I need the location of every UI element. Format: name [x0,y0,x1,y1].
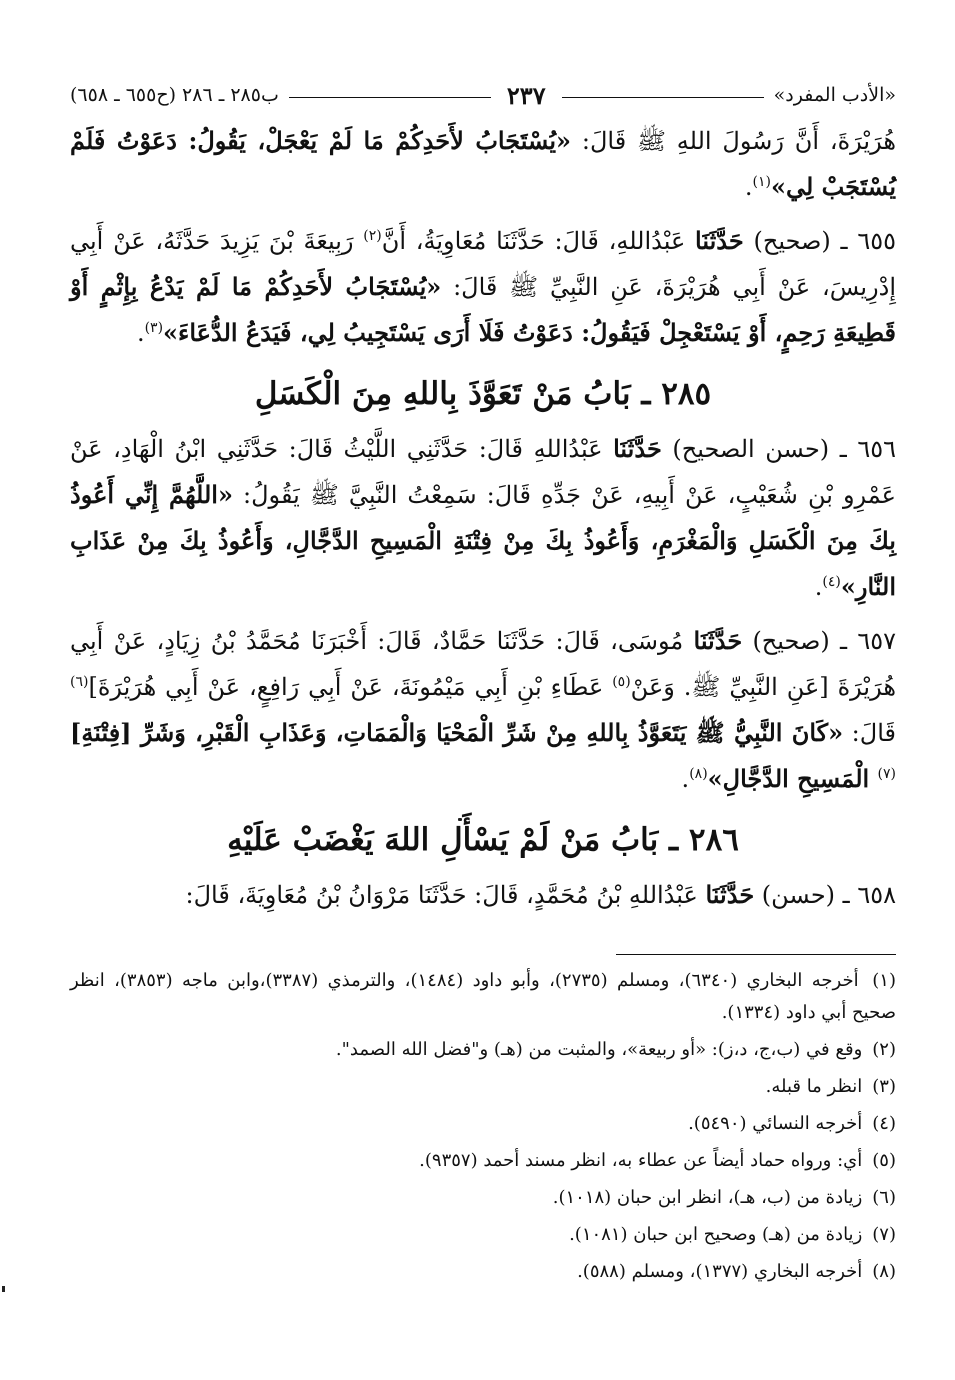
isnad-keyword: حَدَّثَنَا [613,434,662,463]
footnote-8 [70,1256,896,1288]
scan-edge-mark [2,1286,5,1292]
footnote-text: زيادة من (هـ) وصحيح ابن حبان (١٠٨١). [569,1224,863,1245]
hadith-quote: «اللَّهُمَّ إِنِّي أَعُوذُ بِكَ مِنَ الْكَسَلِ وَالْمَغْرَمِ، وَأَعُوذُ بِكَ مِنْ فِتْنَةِ الْمَسِيحِ الدَّجَّالِ، وَأَعُوذُ بِكَ مِنْ عَذَابِ النَّارِ» [70,480,896,601]
chapter-heading-286: ٢٨٦ ـ بَابُ مَنْ لَمْ يَسْأَلِ اللهَ يَغْضَبْ عَلَيْهِ [227,822,739,858]
isnad-keyword: حَدَّثَنَا [705,880,755,909]
hadith-number: ٦٥٨ ـ (حسن) [754,881,896,909]
ink-speck [458,818,462,821]
footnote-7 [70,1219,896,1251]
footnote-number: (٥) [872,1150,896,1171]
hadith-quote: الْمَسِيحِ الدَّجَّالِ» [707,764,878,793]
footnote-1 [70,965,896,1029]
footnote-ref[interactable]: (٥) [612,674,631,690]
footnote-number: (٤) [872,1113,896,1134]
page [70,78,896,1293]
text: مُوسَى، قَالَ: حَدَّثَنَا حَمَّادٌ، قَالَ: أَخْبَرَنَا مُحَمَّدُ بْنُ زِيَادٍ، عَنْ أَبِي هُرَيْرَةَ [عَنِ النَّبِيِّ ﷺ. وَعَنْ [70,627,896,701]
footnote-text: انظر ما قبله. [765,1076,863,1097]
isnad-keyword: حَدَّثَنَا [695,226,744,255]
hadith-quote: «يُسْتَجَابُ لأَحَدِكُمْ مَا لَمْ يَعْجَلْ، يَقُولُ: دَعَوْتُ فَلَمْ يُسْتَجَبْ لِي» [70,126,896,201]
footnote-number: (٢) [872,1039,896,1060]
hadith-number: ٦٥٦ ـ (حسن الصحيح) [661,435,897,463]
header-book-title: «الأدب المفرد» [773,84,896,106]
footnote-ref[interactable]: (٤) [822,574,841,590]
footnote-ref[interactable]: (١) [752,174,771,190]
hadith-656 [70,426,896,610]
footnote-number: (١) [872,970,896,991]
footnote-text: أي: ورواه حماد أيضاً عن عطاء به، انظر مسند أحمد (٩٣٥٧). [419,1150,863,1171]
text: . [681,765,690,793]
hadith-657 [70,618,896,802]
running-header [70,78,896,112]
header-range: ب٢٨٥ ـ ٢٨٦ (ح٦٥٥ ـ ٦٥٨) [70,84,279,106]
hadith-number: ٦٥٥ ـ (صحيح) [743,227,896,255]
page-number: ٢٣٧ [506,80,546,110]
footnotes [70,965,896,1288]
text: عَطَاءِ بْنِ أَبِي مَيْمُونَةَ، عَنْ أَبِي رَافِعٍ، عَنْ أَبِي هُرَيْرَةَ] [88,673,613,701]
footnote-3 [70,1071,896,1103]
text: . [814,573,823,601]
footnote-2 [70,1034,896,1066]
footnote-text: وقع في (ب،ج، د،ز): «أو ربيعة»، والمثبت من (هـ) و"فضل الله الصمد". [335,1039,863,1060]
footnote-text: أخرجه النسائي (٥٤٩٠). [688,1113,863,1134]
footnote-ref[interactable]: (٣) [144,320,164,336]
footnote-number: (٦) [872,1187,896,1208]
hadith-number: ٦٥٧ ـ (صحيح) [742,627,897,655]
text: . [744,173,753,201]
footnote-ref[interactable]: (٢) [363,228,382,244]
footnote-number: (٧) [872,1224,896,1245]
footnote-text: زيادة من (ب، هـ)، انظر ابن حبان (١٠١٨). [552,1187,863,1208]
footnote-text: أخرجه البخاري (١٣٧٧)، ومسلم (٥٨٨). [577,1261,863,1282]
chapter-heading-285: ٢٨٥ ـ بَابُ مَنْ تَعَوَّذَ بِاللهِ مِنَ الْكَسَلِ [254,376,712,412]
text: قَالَ: [843,719,896,747]
footnote-5 [70,1145,896,1177]
hadith-655 [70,218,896,356]
text: عَبْدُاللهِ، قَالَ: حَدَّثَنَا مُعَاوِيَةُ، أَنَّ [381,227,696,255]
text: عَبْدُاللهِ بْنُ مُحَمَّدٍ، قَالَ: حَدَّثَنَا مَرْوَانُ بْنُ مُعَاوِيَةَ، قَالَ: [185,881,706,909]
footnote-6 [70,1182,896,1214]
text: عَبْدُاللهِ قَالَ: حَدَّثَنِي اللَّيْثُ قَالَ: حَدَّثَنِي ابْنُ الْهَادِ، عَنْ عَمْرِو بْنِ شُعَيْبٍ، عَنْ أَبِيهِ، عَنْ جَدِّهِ قَالَ: سَمِعْتُ النَّبِيَّ ﷺ يَقُولُ: [70,435,896,509]
hadith-658 [70,872,896,918]
header-rule-left [289,97,491,98]
footnote-text: أخرجه البخاري (٦٣٤٠)، ومسلم (٢٧٣٥)، وأبو داود (١٤٨٤)، والترمذي (٣٣٨٧)،وابن ماجه (٣٨٥٣)، انظر صحيح أبي داود (١٣٣٤). [70,970,896,1023]
footnote-ref[interactable]: (٨) [689,766,708,782]
footnote-4 [70,1108,896,1140]
header-rule-right [562,97,764,98]
footnote-ref[interactable]: (٧) [877,766,896,782]
text: . [136,319,145,347]
isnad-keyword: حَدَّثَنَا [693,626,743,655]
hadith-quote: «كَانَ النَّبِيُّ ﷺ يَتَعَوَّذُ بِاللهِ مِنْ شَرِّ الْمَحْيَا وَالْمَمَاتِ، وَعَذَابِ الْقَبْرِ، وَشَرِّ [فِتْنَةِ] [70,718,844,747]
footnote-number: (٨) [872,1261,896,1282]
hadith-654-continuation [70,118,896,210]
text: هُرَيْرَةَ، أَنَّ رَسُولَ اللهِ ﷺ قَالَ: [571,127,896,155]
footnote-number: (٣) [872,1076,896,1097]
text: رَبِيعَةَ بْنَ يَزِيدَ حَدَّثَهُ، عَنْ أَبِي إِدْرِيسَ، عَنْ أَبِي هُرَيْرَةَ، عَنِ النَّبِيِّ ﷺ قَالَ: [70,227,896,301]
footnote-ref[interactable]: (٦) [70,674,89,690]
hadith-quote: «يُسْتَجَابُ لأَحَدِكُمْ مَا لَمْ يَدْعُ بِإِثْمٍ أَوْ قَطِيعَةِ رَحِمٍ، أَوْ يَسْتَعْجِلْ فَيَقُولُ: دَعَوْتُ فَلَا أَرَى يَسْتَجِيبُ لِي، فَيَدَعُ الدُّعَاءَ» [70,272,896,347]
footnote-separator [616,954,896,955]
